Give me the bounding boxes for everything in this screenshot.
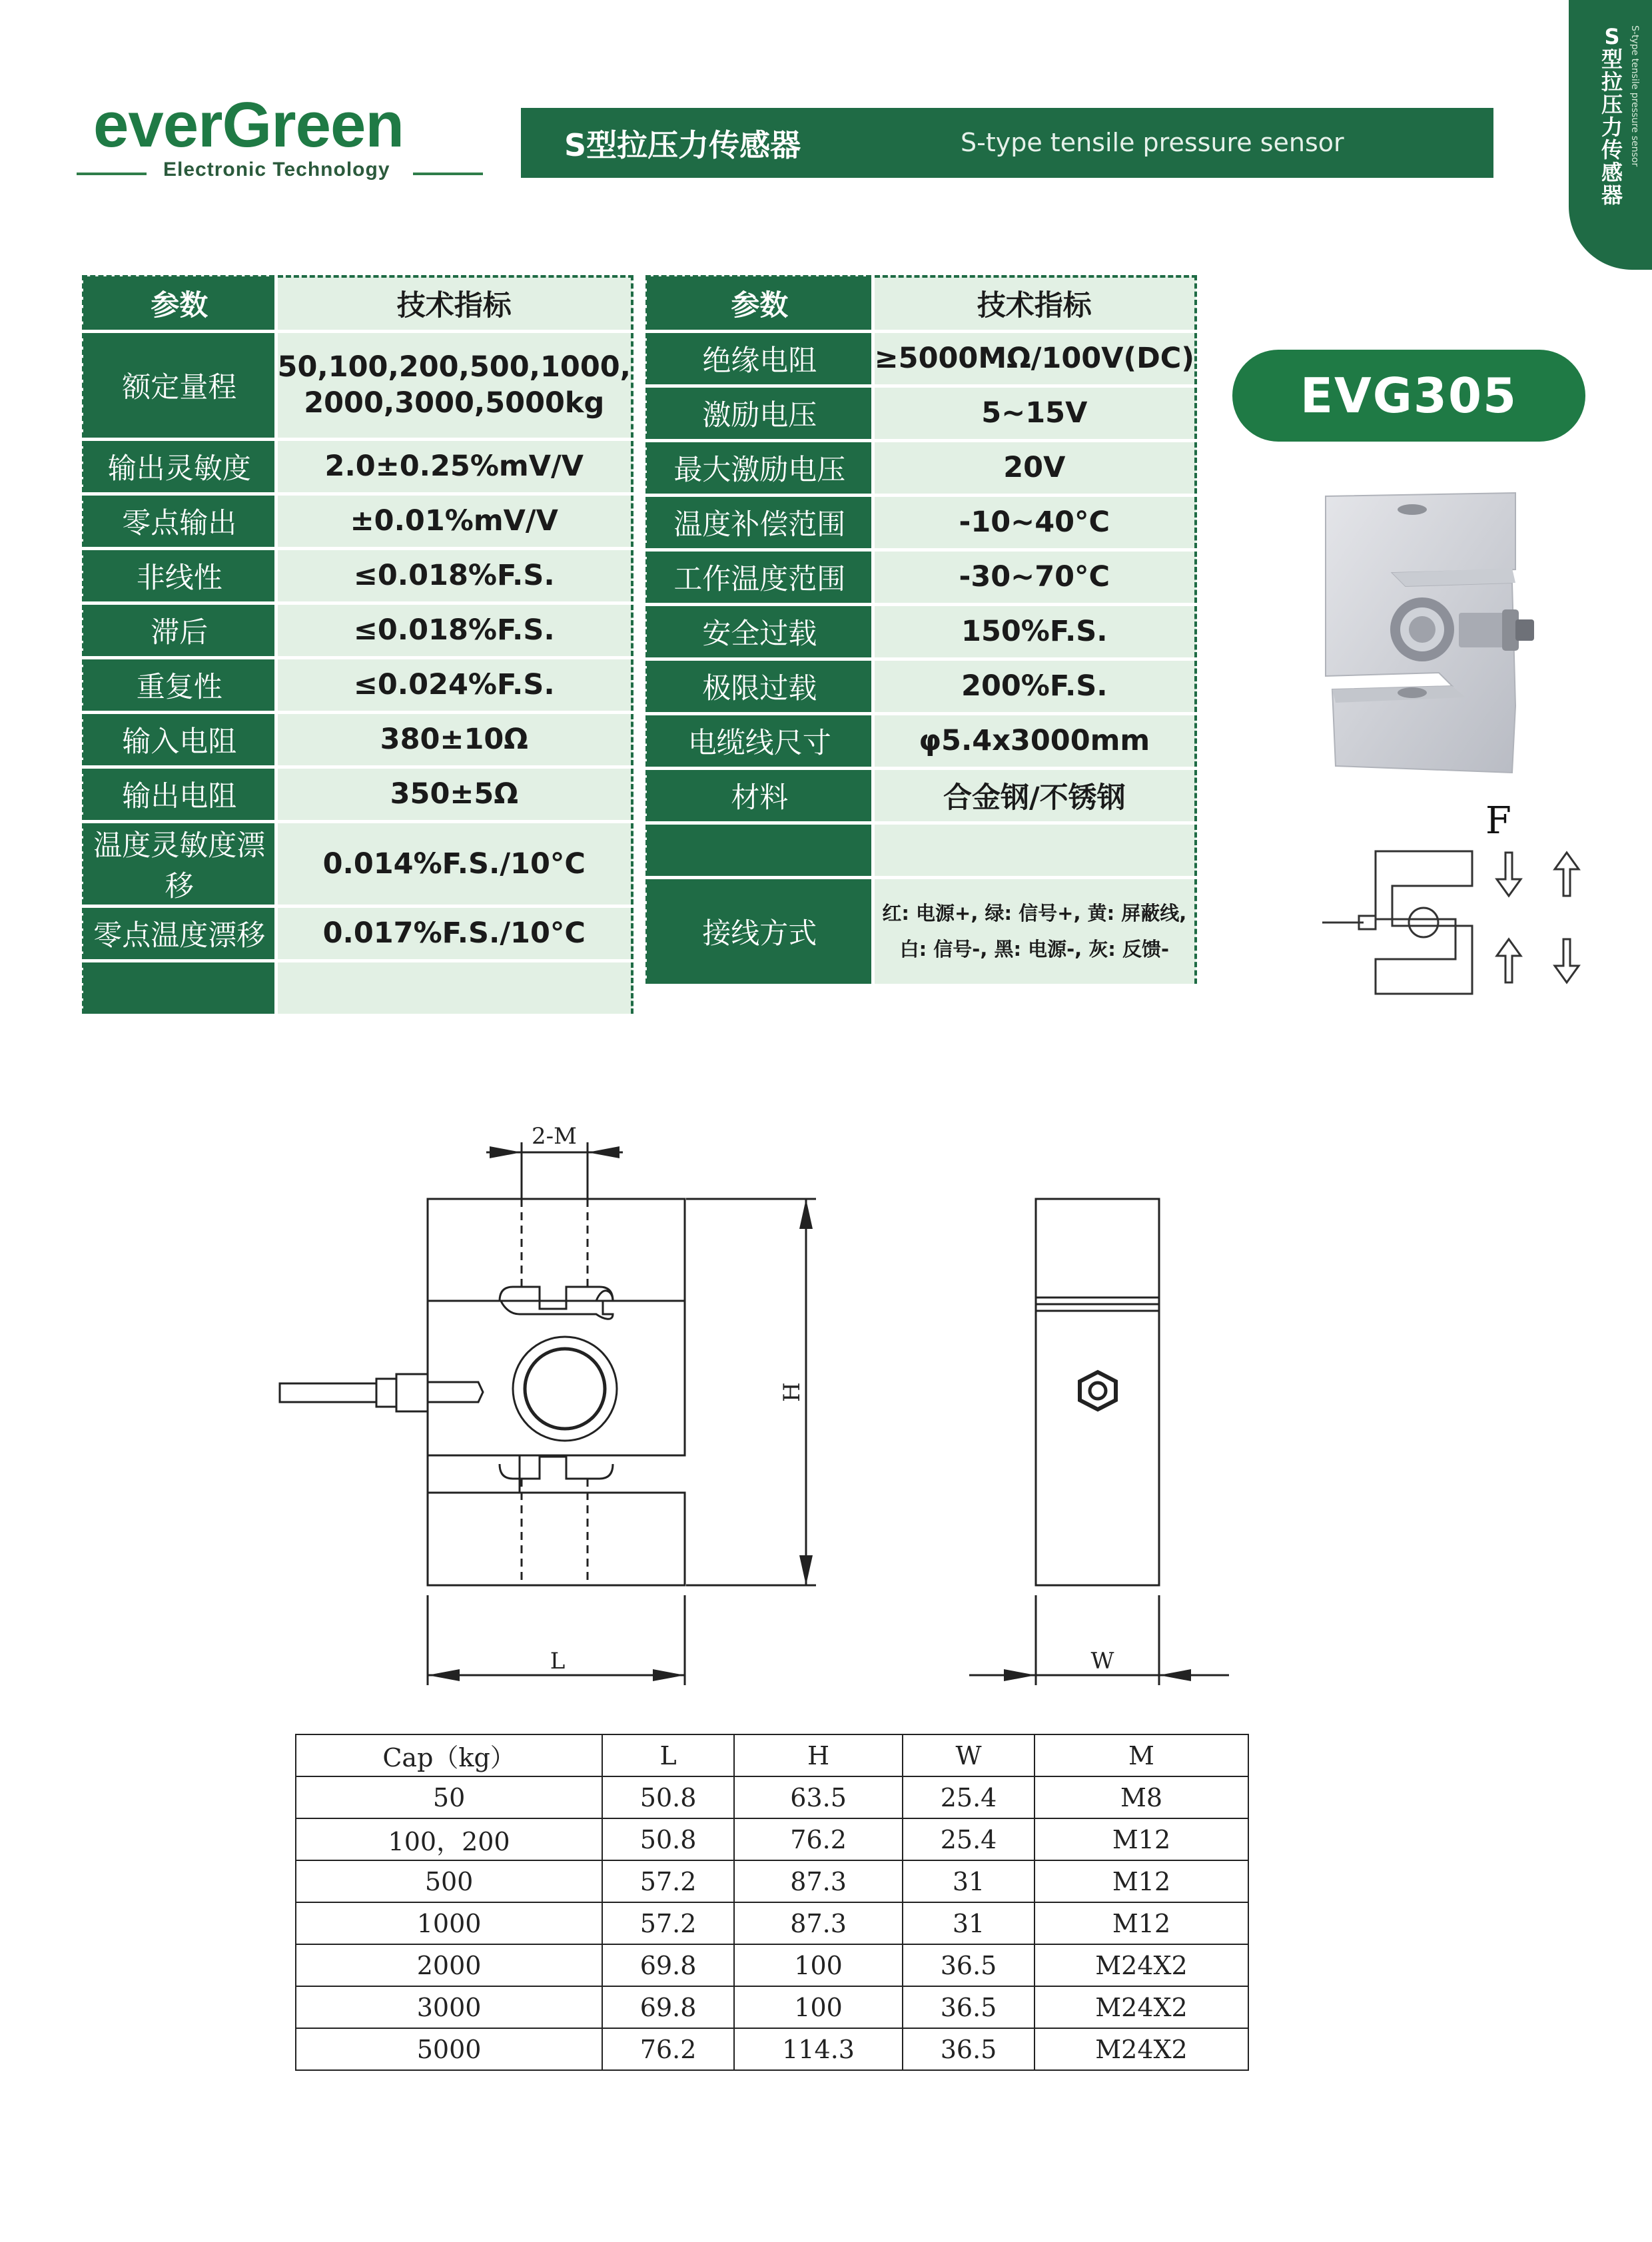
table-cell: 25.4 xyxy=(903,1776,1034,1818)
spec-value: 20V xyxy=(873,440,1196,495)
spec-param-empty xyxy=(83,960,276,1015)
spec-param: 最大激励电压 xyxy=(647,440,873,495)
table-row xyxy=(296,1986,1248,2028)
logo-rule-right xyxy=(413,173,483,175)
dim-label-w: W xyxy=(1090,1648,1114,1675)
spec-param: 输出灵敏度 xyxy=(83,439,276,494)
center-hole xyxy=(1409,908,1438,937)
table-row xyxy=(296,1818,1248,1860)
front-view-top-block xyxy=(428,1199,685,1301)
spec-value: ≥5000MΩ/100V(DC) xyxy=(873,331,1196,386)
spec-header-row xyxy=(647,276,1196,331)
spec-param: 滞后 xyxy=(83,603,276,657)
table-cell: 25.4 xyxy=(903,1818,1034,1860)
table-cell: 1000 xyxy=(296,1902,602,1944)
spec-value-empty xyxy=(873,823,1196,877)
spec-row xyxy=(647,386,1196,440)
cable-gland xyxy=(376,1379,396,1407)
spec-value: 合金钢/不锈钢 xyxy=(873,768,1196,823)
spec-header-row xyxy=(83,276,632,331)
spec-value: ≤0.018%F.S. xyxy=(276,603,632,657)
table-cell: M12 xyxy=(1034,1902,1248,1944)
spec-param: 温度灵敏度漂移 xyxy=(83,821,276,906)
logo-rule-left xyxy=(77,173,147,175)
cable xyxy=(280,1383,376,1402)
spec-row xyxy=(83,439,632,494)
cable-nut xyxy=(396,1374,428,1411)
s-body-outline xyxy=(1376,851,1472,994)
spec-value-line: 50,100,200,500,1000, xyxy=(277,350,631,384)
spec-row-empty xyxy=(647,823,1196,877)
dimension-header: Cap（kg） xyxy=(296,1734,602,1776)
table-row xyxy=(296,1902,1248,1944)
wiring-param: 接线方式 xyxy=(647,877,873,985)
dim-label-l: L xyxy=(550,1648,566,1675)
spec-row xyxy=(83,906,632,960)
spec-row xyxy=(647,550,1196,604)
spec-value: -30~70°C xyxy=(873,550,1196,604)
arrow-up-icon xyxy=(1555,853,1579,896)
spec-row xyxy=(647,440,1196,495)
table-cell: 31 xyxy=(903,1860,1034,1902)
table-cell: 50.8 xyxy=(602,1818,734,1860)
spec-param: 输出电阻 xyxy=(83,767,276,821)
spec-param: 极限过载 xyxy=(647,659,873,713)
table-cell: 50.8 xyxy=(602,1776,734,1818)
spec-param: 额定量程 xyxy=(83,331,276,439)
center-ring-outer xyxy=(513,1337,617,1441)
spec-header: 技术指标 xyxy=(276,276,632,331)
table-cell: 100 xyxy=(734,1986,903,2028)
table-cell: 87.3 xyxy=(734,1860,903,1902)
spec-row xyxy=(647,495,1196,550)
spec-value: -10~40°C xyxy=(873,495,1196,550)
spec-table-left xyxy=(82,275,633,1017)
model-badge: EVG305 xyxy=(1232,350,1585,442)
dim-label-h: H xyxy=(779,1382,805,1402)
spec-value-line: 2000,3000,5000kg xyxy=(304,386,605,420)
wiring-line: 白: 信号-, 黑: 电源-, 灰: 反馈- xyxy=(899,938,1170,960)
brand-subtitle: Electronic Technology xyxy=(163,159,390,181)
spec-row xyxy=(647,331,1196,386)
center-ring-inner xyxy=(525,1349,605,1429)
table-cell: 36.5 xyxy=(903,1944,1034,1986)
table-cell: 114.3 xyxy=(734,2028,903,2070)
spec-param: 零点输出 xyxy=(83,494,276,548)
table-row xyxy=(296,1944,1248,1986)
table-cell: 31 xyxy=(903,1902,1034,1944)
table-cell: 76.2 xyxy=(734,1818,903,1860)
table-cell: 36.5 xyxy=(903,2028,1034,2070)
arrow-down-icon xyxy=(1497,853,1521,896)
dimension-header: W xyxy=(903,1734,1034,1776)
spec-value: 350±5Ω xyxy=(276,767,632,821)
table-row xyxy=(296,2028,1248,2070)
spec-param: 绝缘电阻 xyxy=(647,331,873,386)
table-cell: 69.8 xyxy=(602,1944,734,1986)
arrow-down-icon xyxy=(1555,939,1579,982)
table-row xyxy=(296,1860,1248,1902)
table-cell: 5000 xyxy=(296,2028,602,2070)
side-tab-title-en: S-type tensile pressure sensor xyxy=(1629,25,1640,167)
force-diagram xyxy=(1322,846,1589,999)
table-cell: 100，200 xyxy=(296,1818,602,1860)
table-cell: 3000 xyxy=(296,1986,602,2028)
upper-slot xyxy=(500,1287,613,1309)
dimension-table xyxy=(295,1734,1249,2071)
side-view-nut xyxy=(1080,1372,1116,1409)
table-cell: M12 xyxy=(1034,1860,1248,1902)
header-title-cn: S型拉压力传感器 xyxy=(564,127,801,163)
spec-param-empty xyxy=(647,823,873,877)
product-photo xyxy=(1312,490,1559,783)
spec-row-empty xyxy=(83,960,632,1015)
spec-row xyxy=(83,603,632,657)
spec-row xyxy=(83,767,632,821)
spec-row xyxy=(83,712,632,767)
brand-logo: everGreen xyxy=(93,89,404,161)
side-view-body xyxy=(1036,1199,1159,1585)
spec-table-right xyxy=(645,275,1197,987)
spec-row xyxy=(83,657,632,712)
spec-row xyxy=(647,713,1196,768)
spec-param: 电缆线尺寸 xyxy=(647,713,873,768)
lower-slot xyxy=(500,1457,613,1479)
spec-row xyxy=(647,659,1196,713)
spec-param: 激励电压 xyxy=(647,386,873,440)
table-row xyxy=(296,1776,1248,1818)
table-cell: 69.8 xyxy=(602,1986,734,2028)
spec-row-wiring xyxy=(647,877,1196,985)
spec-value: ≤0.024%F.S. xyxy=(276,657,632,712)
table-cell: 50 xyxy=(296,1776,602,1818)
spec-value: ≤0.018%F.S. xyxy=(276,548,632,603)
spec-value: 150%F.S. xyxy=(873,604,1196,659)
spec-row xyxy=(83,548,632,603)
spec-value: 0.017%F.S./10°C xyxy=(276,906,632,960)
table-cell: 36.5 xyxy=(903,1986,1034,2028)
param-header: 参数 xyxy=(647,276,873,331)
table-cell: 2000 xyxy=(296,1944,602,1986)
spec-row xyxy=(83,821,632,906)
spec-param: 非线性 xyxy=(83,548,276,603)
table-cell: M12 xyxy=(1034,1818,1248,1860)
front-view-lower-jaw xyxy=(428,1455,685,1585)
spec-param: 工作温度范围 xyxy=(647,550,873,604)
arrow-up-icon xyxy=(1497,939,1521,982)
spec-param: 材料 xyxy=(647,768,873,823)
param-header: 参数 xyxy=(83,276,276,331)
spec-value: φ5.4x3000mm xyxy=(873,713,1196,768)
side-tab-title-cn: S型拉压力传感器 xyxy=(1601,24,1623,208)
table-cell: 87.3 xyxy=(734,1902,903,1944)
header-bar xyxy=(521,108,1493,178)
table-cell: M24X2 xyxy=(1034,1944,1248,1986)
dimension-header: L xyxy=(602,1734,734,1776)
force-label: F xyxy=(1485,799,1511,843)
dimension-header: M xyxy=(1034,1734,1248,1776)
spec-value-empty xyxy=(276,960,632,1015)
table-cell: M8 xyxy=(1034,1776,1248,1818)
spec-value xyxy=(276,331,632,439)
spec-row xyxy=(647,604,1196,659)
spec-row xyxy=(647,768,1196,823)
table-cell: 76.2 xyxy=(602,2028,734,2070)
front-view-middle xyxy=(428,1301,685,1455)
spec-param: 安全过载 xyxy=(647,604,873,659)
wiring-line: 红: 电源+, 绿: 信号+, 黄: 屏蔽线, xyxy=(882,902,1187,925)
spec-header: 技术指标 xyxy=(873,276,1196,331)
table-cell: 57.2 xyxy=(602,1860,734,1902)
spec-row xyxy=(83,331,632,439)
front-view-bottom-block xyxy=(428,1493,685,1585)
technical-drawing xyxy=(266,1079,1252,1692)
spec-param: 重复性 xyxy=(83,657,276,712)
wiring-value xyxy=(873,877,1196,985)
spec-param: 零点温度漂移 xyxy=(83,906,276,960)
spec-param: 温度补偿范围 xyxy=(647,495,873,550)
table-cell: 57.2 xyxy=(602,1902,734,1944)
spec-value: 380±10Ω xyxy=(276,712,632,767)
spec-value: 2.0±0.25%mV/V xyxy=(276,439,632,494)
spec-value: 5~15V xyxy=(873,386,1196,440)
table-cell: 100 xyxy=(734,1944,903,1986)
spec-param: 输入电阻 xyxy=(83,712,276,767)
table-cell: 500 xyxy=(296,1860,602,1902)
spec-value: 0.014%F.S./10°C xyxy=(276,821,632,906)
table-cell: 63.5 xyxy=(734,1776,903,1818)
spec-value: 200%F.S. xyxy=(873,659,1196,713)
spec-row xyxy=(83,494,632,548)
dim-label-2m: 2-M xyxy=(532,1123,577,1150)
dimension-header: H xyxy=(734,1734,903,1776)
header-title-en: S-type tensile pressure sensor xyxy=(961,128,1344,157)
table-cell: M24X2 xyxy=(1034,1986,1248,2028)
table-cell: M24X2 xyxy=(1034,2028,1248,2070)
spec-value: ±0.01%mV/V xyxy=(276,494,632,548)
dimension-header-row xyxy=(296,1734,1248,1776)
